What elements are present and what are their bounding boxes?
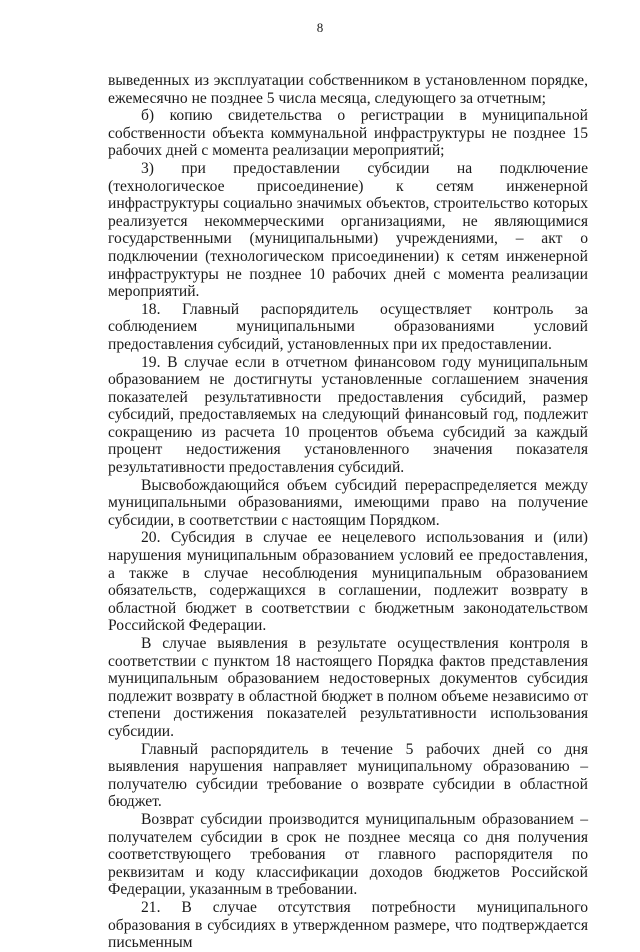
paragraph: б) копию свидетельства о регистрации в муниципальной собственности объекта коммунальной инфраструктуры не позднее 15 рабочих дней с момента реализации мероприятий;	[108, 107, 588, 160]
paragraph: В случае выявления в результате осуществления контроля в соответствии с пунктом 18 настоящего Порядка фактов представления муниципальным образованием недостоверных документов субсидия подлежит возврату в областной бюджет в полном объеме независимо от степени достижения показателей результативности использования субсидии.	[108, 635, 588, 740]
page-number: 8	[316, 20, 324, 35]
paragraph: Высвобождающийся объем субсидий перераспределяется между муниципальными образованиями, имеющими право на получение субсидии, в соответствии с настоящим Порядком.	[108, 476, 588, 529]
paragraph: Главный распорядитель в течение 5 рабочих дней со дня выявления нарушения направляет муниципальному образованию – получателю субсидии требование о возврате субсидии в областной бюджет.	[108, 740, 588, 811]
paragraph: выведенных из эксплуатации собственником в установленном порядке, ежемесячно не позднее 5 числа месяца, следующего за отчетным;	[108, 72, 588, 107]
document-body	[108, 72, 588, 952]
paragraph: Возврат субсидии производится муниципальным образованием – получателем субсидии в срок не позднее месяца со дня получения соответствующего требования от главного распорядителя по реквизитам и коду классификации доходов бюджетов Российской Федерации, указанным в требовании.	[108, 810, 588, 899]
paragraph: 21. В случае отсутствия потребности муниципального образования в субсидиях в утвержденном размере, что подтверждается письменным	[108, 898, 588, 952]
paragraph: 19. В случае если в отчетном финансовом году муниципальным образованием не достигнуты установленные соглашением значения показателей результативности предоставления субсидий, размер субсидий, предоставляемых на следующий финансовый год, подлежит сокращению из расчета 10 процентов объема субсидий за каждый процент недостижения установленного значения показателя результативности предоставления субсидий.	[108, 353, 588, 477]
paragraph: 20. Субсидия в случае ее нецелевого использования и (или) нарушения муниципальным образованием условий ее предоставления, а также в случае несоблюдения муниципальным образованием обязательств, содержащихся в соглашении, подлежит возврату в областной бюджет в соответствии с бюджетным законодательством Российской Федерации.	[108, 529, 588, 635]
paragraph: 18. Главный распорядитель осуществляет контроль за соблюдением муниципальными образованиями условий предоставления субсидий, установленных при их предоставлении.	[108, 300, 588, 353]
paragraph: 3) при предоставлении субсидии на подключение (технологическое присоединение) к сетям инженерной инфраструктуры социально значимых объектов, строительство которых реализуется некоммерческими организациями, не являющимися государственными (муниципальными) учреждениями, – акт о подключении (технологическом присоединении) к сетям инженерной инфраструктуры не позднее 10 рабочих дней с момента реализации мероприятий.	[108, 159, 588, 301]
